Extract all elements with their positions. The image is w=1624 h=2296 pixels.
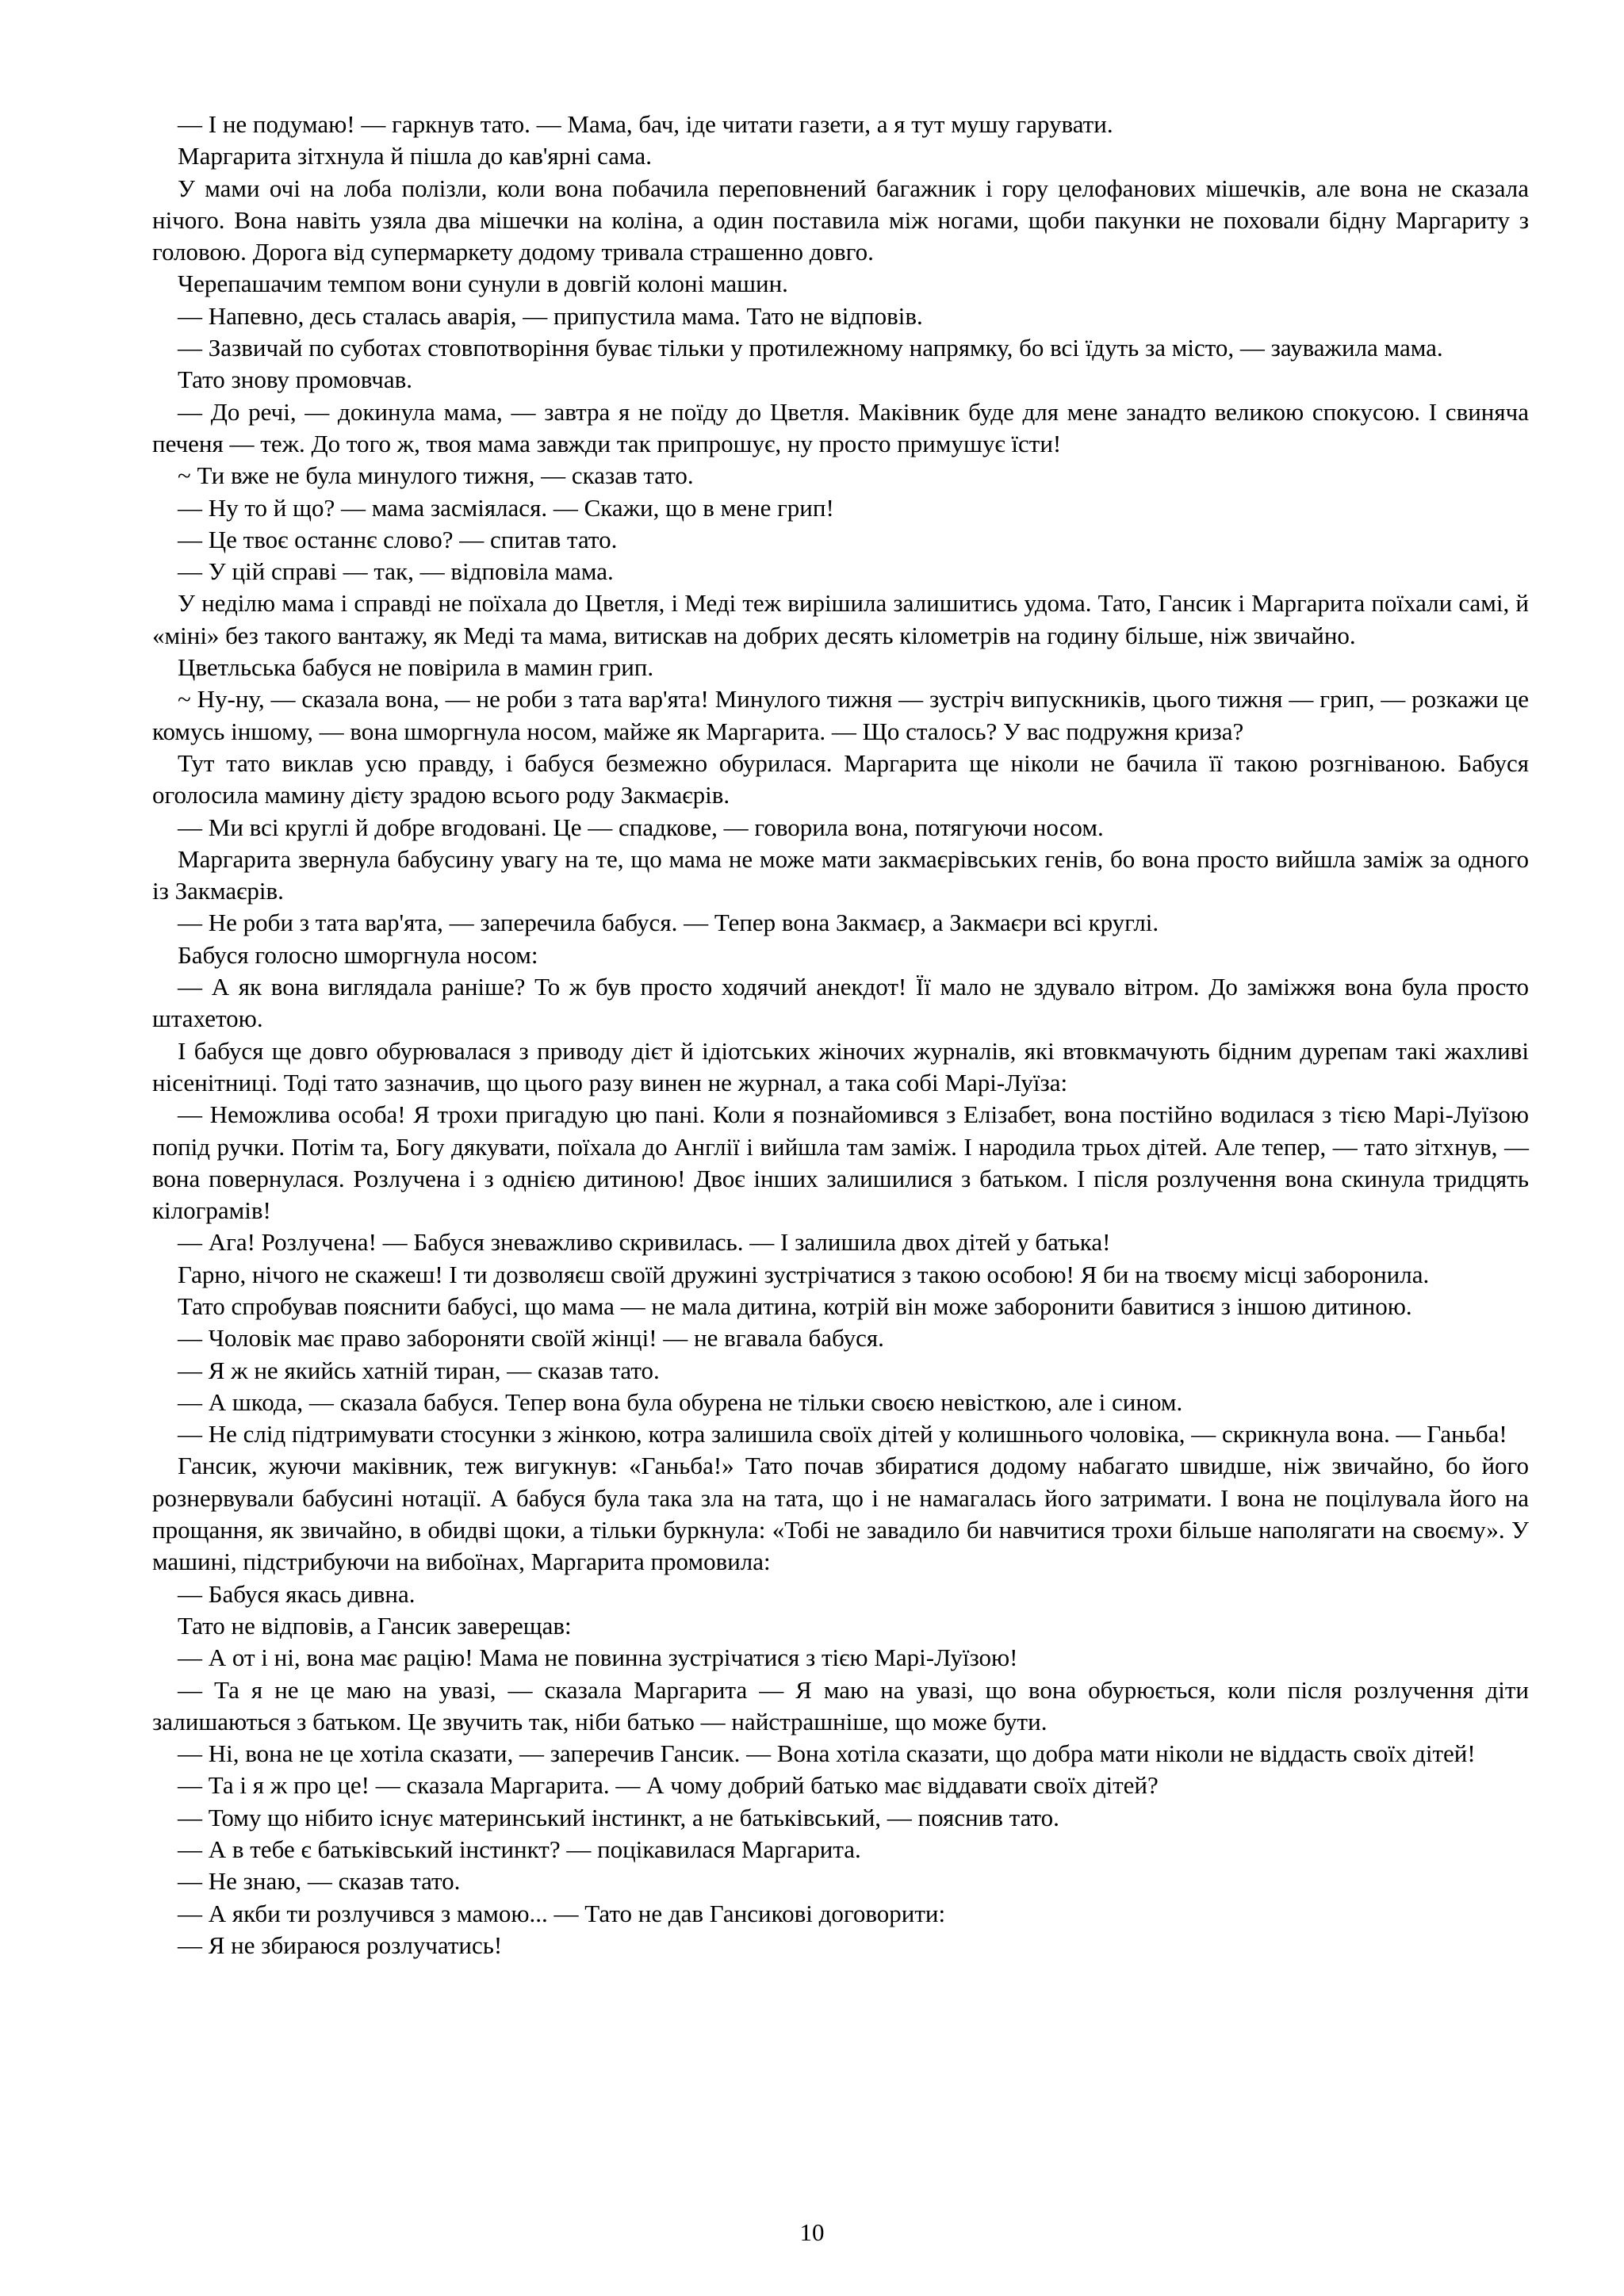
paragraph: — Неможлива особа! Я трохи пригадую цю пані. Коли я познайомився з Елізабет, вона постійно водилася з тією Марі-Луїзою попід ручки. Потім та, Богу дякувати, поїхала до Англії і вийшла там заміж. І народила трьох дітей. Але тепер, — тато зітхнув, — вона повернулася. Розлучена і з однією дитиною! Двоє інших залишилися з батьком. І після розлучення вона скинула тридцять кілограмів! (152, 1100, 1529, 1225)
paragraph: ~ Ну-ну, — сказала вона, — не роби з тата вар'ята! Минулого тижня — зустріч випускників, цього тижня — грип, — розкажи це комусь іншому, — вона шморгнула носом, майже як Маргарита. — Що сталось? У вас подружня криза? (152, 685, 1529, 745)
paragraph: — Бабуся якась дивна. (178, 1579, 416, 1608)
paragraph: У мами очі на лоба полізли, коли вона побачила переповнений багажник і гору целофанових мішечків, але вона не сказала нічого. Вона навіть узяла два мішечки на коліна, а один поставила між ногами, щоби пакунки не поховали бідну Маргариту з головою. Дорога від супермаркету додому тривала страшенно довго. (152, 174, 1529, 266)
paragraph: Тато не відповів, а Гансик заверещав: (178, 1611, 572, 1640)
paragraph: — Не слід підтримувати стосунки з жінкою, котра залишила своїх дітей у колишнього чоловіка, — скрикнула вона. — Ганьба! (178, 1420, 1507, 1448)
paragraph: — Та я не це маю на увазі, — сказала Маргарита — Я маю на увазі, що вона обурюється, коли після розлучення діти залишаються з батьком. Це звучить так, ніби батько — найстрашніше, що може бути. (152, 1675, 1529, 1735)
paragraph: — У цій справі — так, — відповіла мама. (178, 557, 614, 586)
paragraph: — Не знаю, — сказав тато. (178, 1867, 461, 1896)
paragraph: — Це твоє останнє слово? — спитав тато. (178, 525, 618, 553)
paragraph: Черепашачим темпом вони сунули в довгій колоні машин. (178, 270, 788, 298)
paragraph: — Зазвичай по суботах стовпотворіння буває тільки у протилежному напрямку, бо всі їдуть за місто, — зауважила мама. (178, 334, 1443, 362)
paragraph: ~ Ти вже не була минулого тижня, — сказав тато. (178, 461, 694, 490)
paragraph: — А якби ти розлучився з мамою... — Тато не дав Гансикові договорити: (178, 1899, 946, 1927)
paragraph: — Ну то й що? — мама засміялася. — Скажи, що в мене грип! (178, 493, 834, 522)
paragraph: — Та і я ж про це! — сказала Маргарита. — А чому добрий батько має віддавати своїх дітей? (178, 1771, 1159, 1800)
paragraph: Цветльська бабуся не повірила в мамин грип. (178, 653, 654, 682)
paragraph: — Я не збираюся розлучатись! (178, 1931, 503, 1959)
paragraph: — Ні, вона не це хотіла сказати, — заперечив Гансик. — Вона хотіла сказати, що добра мати ніколи не віддасть своїх дітей! (178, 1739, 1476, 1768)
paragraph: Маргарита звернула бабусину увагу на те, що мама не може мати закмаєрівських генів, бо вона просто вийшла заміж за одного із Закмаєрів. (152, 844, 1529, 905)
paragraph: — Не роби з тата вар'ята, — заперечила бабуся. — Тепер вона Закмаєр, а Закмаєри всі круглі. (178, 909, 1159, 937)
paragraph: — Я ж не якийсь хатній тиран, — сказав тато. (178, 1356, 660, 1384)
paragraph: — І не подумаю! — гаркнув тато. — Мама, бач, іде читати газети, а я тут мушу гарувати. (178, 110, 1113, 138)
paragraph: Тато спробував пояснити бабусі, що мама — не мала дитина, котрій він може заборонити бавитися з іншою дитиною. (178, 1292, 1412, 1320)
paragraph: — До речі, — докинула мама, — завтра я не поїду до Цветля. Маківник буде для мене занадто великою спокусою. І свиняча печеня — теж. До того ж, твоя мама завжди так припрошує, ну просто примушує їсти! (152, 397, 1529, 457)
paragraph: І бабуся ще довго обурювалася з приводу дієт й ідіотських жіночих журналів, які втовкмачують бідним дурепам такі жахливі нісенітниці. Тоді тато зазначив, що цього разу винен не журнал, а така собі Марі-Луїза: (152, 1036, 1529, 1096)
paragraph: — Тому що нібито існує материнський інстинкт, а не батьківський, — пояснив тато. (178, 1803, 1059, 1831)
paragraph: — А в тебе є батьківський інстинкт? — поцікавилася Маргарита. (178, 1835, 861, 1864)
page-number: 10 (799, 2218, 825, 2246)
paragraph: — Чоловік має право забороняти своїй жінці! — не вгавала бабуся. (178, 1324, 884, 1353)
paragraph: — Ага! Розлучена! — Бабуся зневажливо скривилась. — І залишила двох дітей у батька! (178, 1228, 1111, 1257)
paragraph: — А от і ні, вона має рацію! Мама не повинна зустрічатися з тією Марі-Луїзою! (178, 1644, 1018, 1672)
paragraph: — Напевно, десь сталась аварія, — припустила мама. Тато не відповів. (178, 301, 923, 330)
paragraph: Гарно, нічого не скажеш! І ти дозволяєш своїй дружині зустрічатися з такою особою! Я би на твоєму місці заборонила. (178, 1260, 1430, 1288)
paragraph: У неділю мама і справді не поїхала до Цветля, і Меді теж вирішила залишитись удома. Тато, Гансик і Маргарита поїхали самі, й «міні» без такого вантажу, як Меді та мама, витискав на добрих десять кілометрів на годину більше, ніж звичайно. (152, 589, 1529, 649)
paragraph: — А шкода, — сказала бабуся. Тепер вона була обурена не тільки своєю невісткою, але і сином. (178, 1387, 1183, 1416)
paragraph: Тут тато виклав усю правду, і бабуся безмежно обурилася. Маргарита ще ніколи не бачила її такою розгніваною. Бабуся оголосила мамину дієту зрадою всього роду Закмаєрів. (152, 748, 1529, 809)
paragraph: — А як вона виглядала раніше? То ж був просто ходячий анекдот! Її мало не здувало вітром. До заміжжя вона була просто штахетою. (152, 973, 1529, 1033)
paragraph: — Ми всі круглі й добре вгодовані. Це — спадкове, — говорила вона, потягуючи носом. (178, 813, 1104, 841)
paragraph: Тато знову промовчав. (178, 365, 412, 394)
paragraph: Гансик, жуючи маківник, теж вигукнув: «Ганьба!» Тато почав збиратися додому набагато швидше, ніж звичайно, бо його рознервували бабусині нотації. А бабуся була така зла на тата, що і не намагалась його затримати. І вона не поцілувала його на прощання, як звичайно, в обидві щоки, а тільки буркнула: «Тобі не завадило би навчитися трохи більше наполягати на своєму». У машині, підстрибуючи на вибоїнах, Маргарита промовила: (152, 1452, 1529, 1576)
paragraph: Маргарита зітхнула й пішла до кав'ярні сама. (178, 142, 652, 170)
page-body (152, 109, 1529, 1961)
paragraph: Бабуся голосно шморгнула носом: (178, 940, 538, 969)
